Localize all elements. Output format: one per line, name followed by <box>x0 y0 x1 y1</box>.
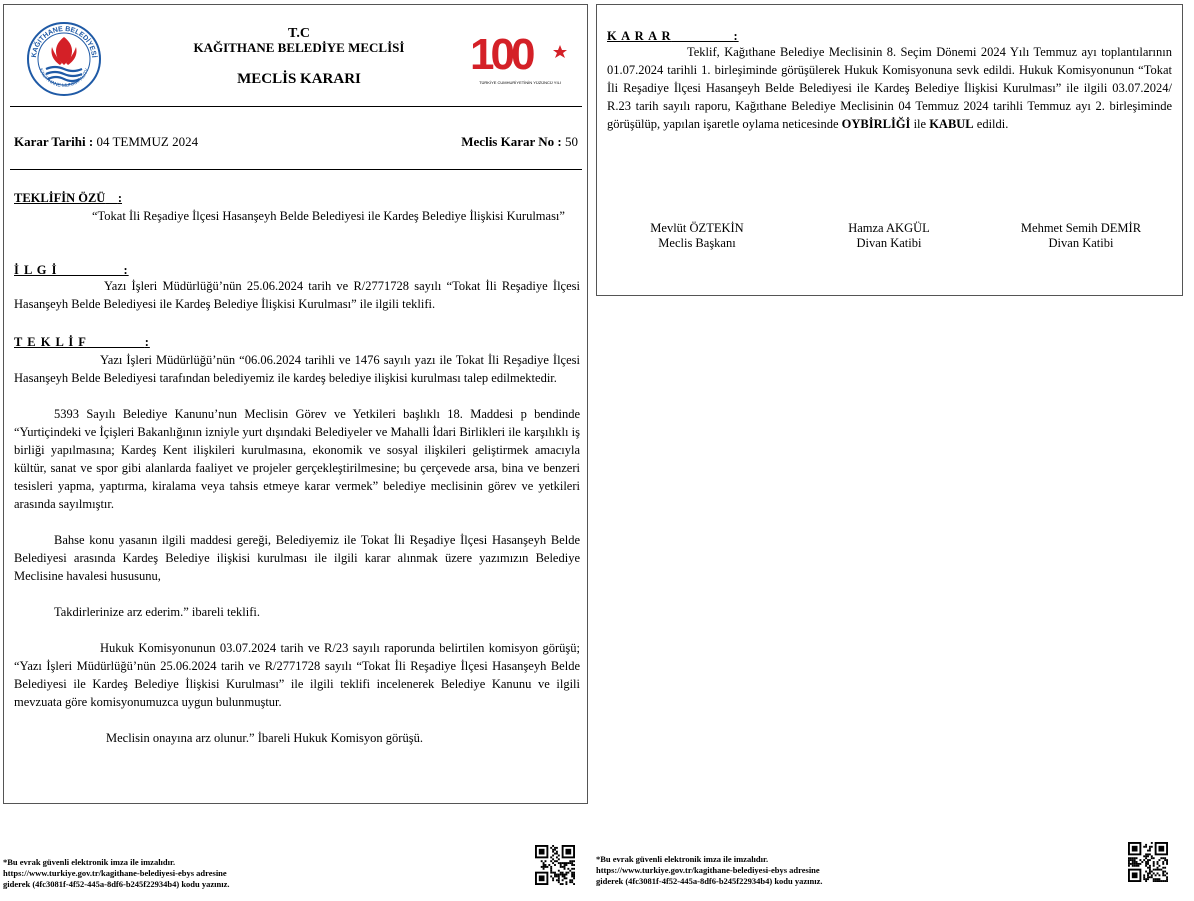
signature-chairman <box>607 221 787 251</box>
signature-title: Divan Katibi <box>856 236 922 250</box>
karar-text: Teklif, Kağıthane Belediye Meclisinin 8. Seçim Dönemi 2024 Yılı Temmuz ayı toplantılarının 01.07.2024 tarihli 1. birleşiminde görüşülerek Hukuk Komisyonuna sevk edildi. Hukuk Komisyonunun “Tokat İli Reşadiye İlçesi Hasanşeyh Belde Belediyesi ile Kardeş Belediye İlişkisi Kurulması” ile ilgili 03.07.2024/ R.23 tarih sayılı raporu, Kağıthane Belediye Meclisinin 04 Temmuz 2024 tarihli Temmuz ayı 2. birleşiminde görüşülüp, yapılan işaretle oylama neticesinde OYBİRLİĞİ ile KABUL edildi. <box>607 45 1172 131</box>
header-council-name: KAĞITHANE BELEDİYE MECLİSİ <box>193 40 405 55</box>
e-signature-note-left: *Bu evrak güvenli elektronik imza ile imzalıdır. https://www.turkiye.gov.tr/kagithane-belediyesi-ebys adresine giderek (4fc3081f-4f52-445a-8df6-b245f22934b4) kodu yazınız. <box>3 857 230 889</box>
teklif-paragraph-2: 5393 Sayılı Belediye Kanunu’nun Meclisin Görev ve Yetkileri başlıklı 18. Maddesi p bendinde “Yurtiçindeki ve İçişleri Bakanlığının izniyle yurt dışındaki Belediyeler ve Mahalli İdari Birlikleri ile karşılıklı iş birliği yapılmasına; Kardeş Kent ilişkileri kurulmasına, ekonomik ve sosyal ilişkileri geliştirmek amacıyla kültür, sanat ve spor gibi alanlarda faaliyet ve projeler gerçekleştirilmesine; bu çerçevede arsa, bina ve benzeri tesisleri yapma, yaptırma, kiralama veya tahsis etmeye karar vermek” belediye meclisinin görev ve yetkileri arasında sayılmıştır. <box>14 407 580 511</box>
decision-number: Meclis Karar No : 50 <box>461 134 578 149</box>
ilgi-text: Yazı İşleri Müdürlüğü’nün 25.06.2024 tarih ve R/2771728 sayılı “Tokat İli Reşadiye İlçesi Hasanşeyh Belde Belediyesi ile Kardeş Belediye İlişkisi Kurulması” ile ilgili teklifi. <box>14 279 580 311</box>
teklif-paragraph-3: Bahse konu yasanın ilgili maddesi gereği, Belediyemiz ile Tokat İli Reşadiye İlçesi Hasanşeyh Belde Belediyesi arasında Kardeş Belediye ilişkisi kurulması ile ilgili karar alınmak üzere yazımızın Belediye Meclisine havalesi hususunu, <box>14 533 580 583</box>
signature-title: Divan Katibi <box>1048 236 1114 250</box>
document-title: MECLİS KARARI <box>237 71 361 87</box>
teklif-paragraph-6: Meclisin onayına arz olunur.” İbareli Hukuk Komisyon görüşü. <box>106 731 423 745</box>
signature-title: Meclis Başkanı <box>658 236 736 250</box>
section-teklif <box>14 333 580 747</box>
oybirligi-text: OYBİRLİĞİ <box>841 117 911 131</box>
decision-page-right <box>596 4 1183 296</box>
centennial-logo <box>468 29 572 89</box>
signature-clerk-1 <box>799 221 979 251</box>
signature-name: Hamza AKGÜL <box>848 221 930 235</box>
section-teklifin-ozu <box>14 189 580 225</box>
document-header <box>154 27 444 88</box>
centennial-caption: TÜRKİYE CUMHURİYETİNİN YÜZÜNCÜ YILI <box>479 80 561 85</box>
karar-title: K A R A R : <box>607 29 739 43</box>
teklif-paragraph-5: Hukuk Komisyonunun 03.07.2024 tarih ve R/23 sayılı raporunda belirtilen komisyon görüşü; “Yazı İşleri Müdürlüğü’nün 25.06.2024 tarih ve R/2771728 sayılı “Tokat İli Reşadiye İlçesi Hasanşeyh Belde Belediyesi ile Kardeş Belediye İlişkisi Kurulması” ile ilgili teklifi incelenerek Belediye Kanunu ve ilgili mevzuata göre komisyonumuzca uygun bulunmuştur. <box>14 641 580 709</box>
signature-clerk-2 <box>991 221 1171 251</box>
meta-divider <box>10 169 582 170</box>
kagithane-municipality-logo <box>26 21 102 97</box>
header-tc: T.C <box>288 26 310 41</box>
centennial-number: 100 <box>470 30 532 79</box>
meta-row <box>14 134 578 150</box>
signature-name: Mevlüt ÖZTEKİN <box>650 221 744 235</box>
signature-name: Mehmet Semih DEMİR <box>1020 221 1142 235</box>
logo-text-top: KAĞITHANE BELEDİYESİ <box>30 25 97 59</box>
qr-code-left <box>535 845 575 885</box>
section-ilgi <box>14 261 580 313</box>
teklifin-ozu-title: TEKLİFİN ÖZÜ : <box>14 191 123 205</box>
header-divider <box>10 106 582 107</box>
e-signature-note-right: *Bu evrak güvenli elektronik imza ile imzalıdır. https://www.turkiye.gov.tr/kagithane-belediyesi-ebys adresine giderek (4fc3081f-4f52-445a-8df6-b245f22934b4) kodu yazınız. <box>596 854 823 886</box>
logo-text-bottom: KAĞITHANE MUNICIPALITY <box>37 67 91 90</box>
teklif-paragraph-1: Yazı İşleri Müdürlüğü’nün “06.06.2024 tarihli ve 1476 sayılı yazı ile Tokat İli Reşadiye İlçesi Hasanşeyh Belde Belediyesi tarafından belediyemiz ile kardeş belediye ilişkisi kurulması talep edilmektedir. <box>14 353 580 385</box>
section-karar <box>607 27 1172 133</box>
decision-page-left <box>3 4 588 804</box>
teklif-paragraph-4: Takdirlerinize arz ederim.” ibareli teklifi. <box>54 605 260 619</box>
decision-date: Karar Tarihi : 04 TEMMUZ 2024 <box>14 134 199 149</box>
kabul-text: KABUL <box>929 117 974 131</box>
ilgi-title: İ L G İ : <box>14 263 129 277</box>
qr-code-right <box>1128 842 1168 882</box>
teklif-title: T E K L İ F : <box>14 335 150 349</box>
teklifin-ozu-text: “Tokat İli Reşadiye İlçesi Hasanşeyh Belde Belediyesi ile Kardeş Belediye İlişkisi Kurulması” <box>92 209 565 223</box>
